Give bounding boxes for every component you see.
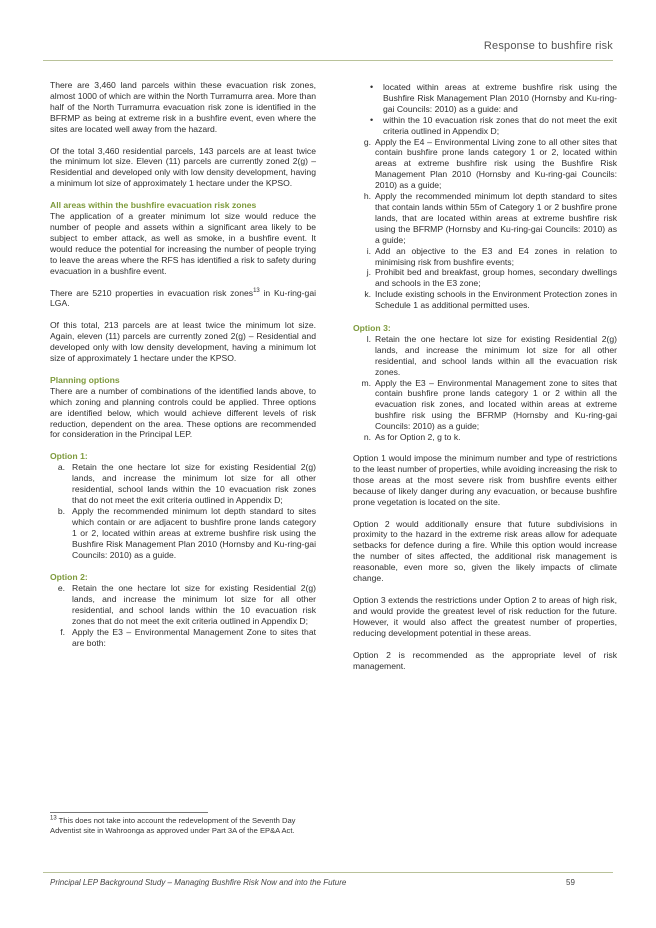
list-item — [353, 378, 617, 433]
option-list — [50, 462, 316, 560]
header-rule — [43, 60, 613, 61]
bullet-list — [353, 82, 617, 137]
list-marker: e. — [57, 583, 65, 594]
section-heading: Planning options — [50, 374, 120, 385]
list-marker: i. — [366, 245, 371, 256]
paragraph-text: There are 5210 properties in evacuation risk zones — [50, 287, 254, 298]
option-list — [353, 334, 617, 443]
list-text: Retain the one hectare lot size for existing Residential 2(g) lands, and increase the minimum lot size for all other residential, and school lands within all the evacuation risk zones. — [375, 333, 617, 377]
list-item — [353, 289, 617, 311]
paragraph: There are 3,460 land parcels within these evacuation risk zones, almost 1000 of which are within the North Turramurra area. More than half of the North Turramurra evacuation risk zone is identified in the BFRMP as being at extreme risk in a bushfire event, even where the sites are located well away from the hazard. — [50, 80, 316, 134]
list-text: Include existing schools in the Environment Protection zones in Schedule 1 as additional permitted uses. — [375, 289, 617, 311]
paragraph-text: in Ku-ring-gai LGA. — [50, 287, 317, 309]
footer-title: Principal LEP Background Study – Managing Bushfire Risk Now and into the Future — [50, 878, 347, 887]
list-text: Apply the E3 – Environmental Management Zone to sites that are both: — [72, 626, 316, 648]
paragraph: Option 2 would additionally ensure that future subdivisions in proximity to the hazard in the extreme risk areas allow for adequate setbacks for defence during a fire. While this option would increase the number of sites affected, the additional risk management is reasonable, even more so, given the likely impacts of climate change. — [353, 518, 617, 584]
list-text: Retain the one hectare lot size for existing Residential 2(g) lands, and increase the minimum lot size for all other residential, school lands within the 10 evacuation risk zones that do not meet the exit criteria outlined in Appendix D; — [72, 462, 316, 505]
paragraph: The application of a greater minimum lot size would reduce the number of people and assets within a significant area likely to be subject to ember attack, as well as smoke, in a bushfire event. It would reduce the potential for increasing the number of people trying to leave the areas where the RFS has identified a risk to safety during evacuation in a bushfire event. — [50, 211, 316, 276]
left-column — [50, 80, 316, 649]
list-item — [50, 583, 316, 627]
list-marker: g. — [363, 136, 371, 147]
footnote-number: 13 — [50, 815, 57, 822]
running-header: Response to bushfire risk — [483, 40, 613, 52]
bullet-icon: • — [370, 114, 374, 125]
list-text: Apply the E4 – Environmental Living zone to all other sites that contain bushfire prone lands category 1 or 2, located within areas at extreme bushfire risk using the Bushfire Risk Management Plan 2010 (Hornsby and Ku-ring-gai Councils: 2010) as a guide; — [375, 136, 617, 191]
bullet-item — [353, 82, 617, 115]
list-item — [50, 627, 316, 649]
list-item — [353, 246, 617, 268]
paragraph: Of this total, 213 parcels are at least twice the minimum lot size. Again, eleven (11) parcels are currently zoned 2(g) – Residential and developed only with low density development, having a minimum lot size of approximately 1 hectare under the KPSO. — [50, 320, 316, 364]
list-text: As for Option 2, g to k. — [375, 432, 461, 443]
list-text: Add an objective to the E3 and E4 zones in relation to minimising risk from bushfire events; — [375, 245, 617, 267]
paragraph: Of the total 3,460 residential parcels, 143 parcels are at least twice the minimum lot size. Eleven (11) parcels are currently zoned 2(g) –Residential and developed only with low density development, having a minimum lot size of approximately 1 hectare under the KPSO. — [50, 145, 316, 189]
list-marker: h. — [363, 191, 371, 202]
paragraph: Option 1 would impose the minimum number and type of restrictions to the least number of properties, while avoiding increasing the risk to those areas at the most severe risk from bushfire events either because of likely danger during any evacuation, or because bushfire prone vegetation is located on the site. — [353, 453, 617, 507]
footer-rule — [43, 872, 613, 873]
section-heading: All areas within the bushfire evacuation risk zones — [50, 200, 257, 211]
list-item — [353, 334, 617, 378]
list-item — [353, 267, 617, 289]
paragraph: There are a number of combinations of the identified lands above, to which zoning and planning controls could be applied. Three options are identified below, which would achieve different levels of risk reduction, dependent on the area. These options are recommended for consideration in the Principal LEP. — [50, 385, 316, 440]
option-heading: Option 2: — [50, 572, 88, 583]
paragraph: Option 3 extends the restrictions under Option 2 to areas of high risk, and would provide the greatest level of risk reduction for the future. However, it would also affect the greatest number of properties, reducing development potential in these areas. — [353, 594, 617, 638]
list-text: Prohibit bed and breakfast, group homes, secondary dwellings and schools in the E3 zone; — [375, 267, 617, 289]
footnote — [50, 816, 310, 836]
paragraph: Option 2 is recommended as the appropriate level of risk management. — [353, 649, 617, 671]
list-text: within the 10 evacuation risk zones that do not meet the exit criteria outlined in Appendix D; — [383, 114, 617, 136]
list-item — [50, 506, 316, 561]
list-item — [50, 462, 316, 506]
option-list — [50, 583, 316, 648]
list-text: Apply the recommended minimum lot depth standard to sites which contain or are adjacent to bushfire prone lands category 1 or 2, located within areas at extreme bushfire risk using the Bushfire Risk Management Plan 2010 (Hornsby and Ku-ring-gai Councils: 2010) as a guide. — [72, 505, 316, 560]
list-text: Apply the E3 – Environmental Management zone to sites that contain bushfire prone lands category 1 or 2 within all the evacuation risk zones, and located within areas at extreme bushfire risk using the BFRMP (Hornsby and Ku-ring-gai Councils: 2010) as a guide; — [375, 377, 617, 432]
list-marker: n. — [363, 432, 371, 443]
footnote-text: This does not take into account the redevelopment of the Seventh Day Adventist site in Wahroonga as approved under Part 3A of the EP&A Act. — [50, 816, 296, 835]
option-list — [353, 137, 617, 312]
option-heading: Option 3: — [353, 323, 391, 334]
footnote-rule — [50, 812, 208, 813]
list-marker: a. — [57, 462, 65, 473]
list-marker: b. — [57, 505, 65, 516]
right-column — [353, 82, 617, 682]
page-number: 59 — [566, 878, 575, 887]
list-marker: k. — [364, 289, 371, 300]
list-item — [353, 137, 617, 192]
option-heading: Option 1: — [50, 451, 88, 462]
list-text: located within areas at extreme bushfire risk using the Bushfire Risk Management Plan 2010 (Hornsby and Ku-ring-gai Councils: 2010) as a guide: and — [383, 82, 617, 114]
footnote-ref: 13 — [253, 287, 260, 294]
list-text: Retain the one hectare lot size for existing Residential 2(g) lands, and increase the minimum lot size for all other residential, and school lands within the 10 evacuation risk zones that do not meet the exit criteria outlined in Appendix D; — [72, 583, 316, 627]
bullet-item — [353, 115, 617, 137]
paragraph — [50, 288, 316, 310]
list-item — [353, 191, 617, 246]
list-marker: f. — [60, 626, 65, 637]
list-text: Apply the recommended minimum lot depth standard to sites that contain lands within 55m of Category 1 or 2 bushfire prone lands, that are located within areas at extreme bushfire risk using the BFRMP (Hornsby and Ku-ring-gai Councils: 2010) as a guide; — [375, 191, 617, 245]
list-marker: l. — [366, 333, 371, 344]
list-marker: j. — [366, 267, 371, 278]
bullet-icon: • — [370, 82, 374, 92]
list-marker: m. — [361, 377, 371, 388]
list-item — [353, 432, 617, 443]
